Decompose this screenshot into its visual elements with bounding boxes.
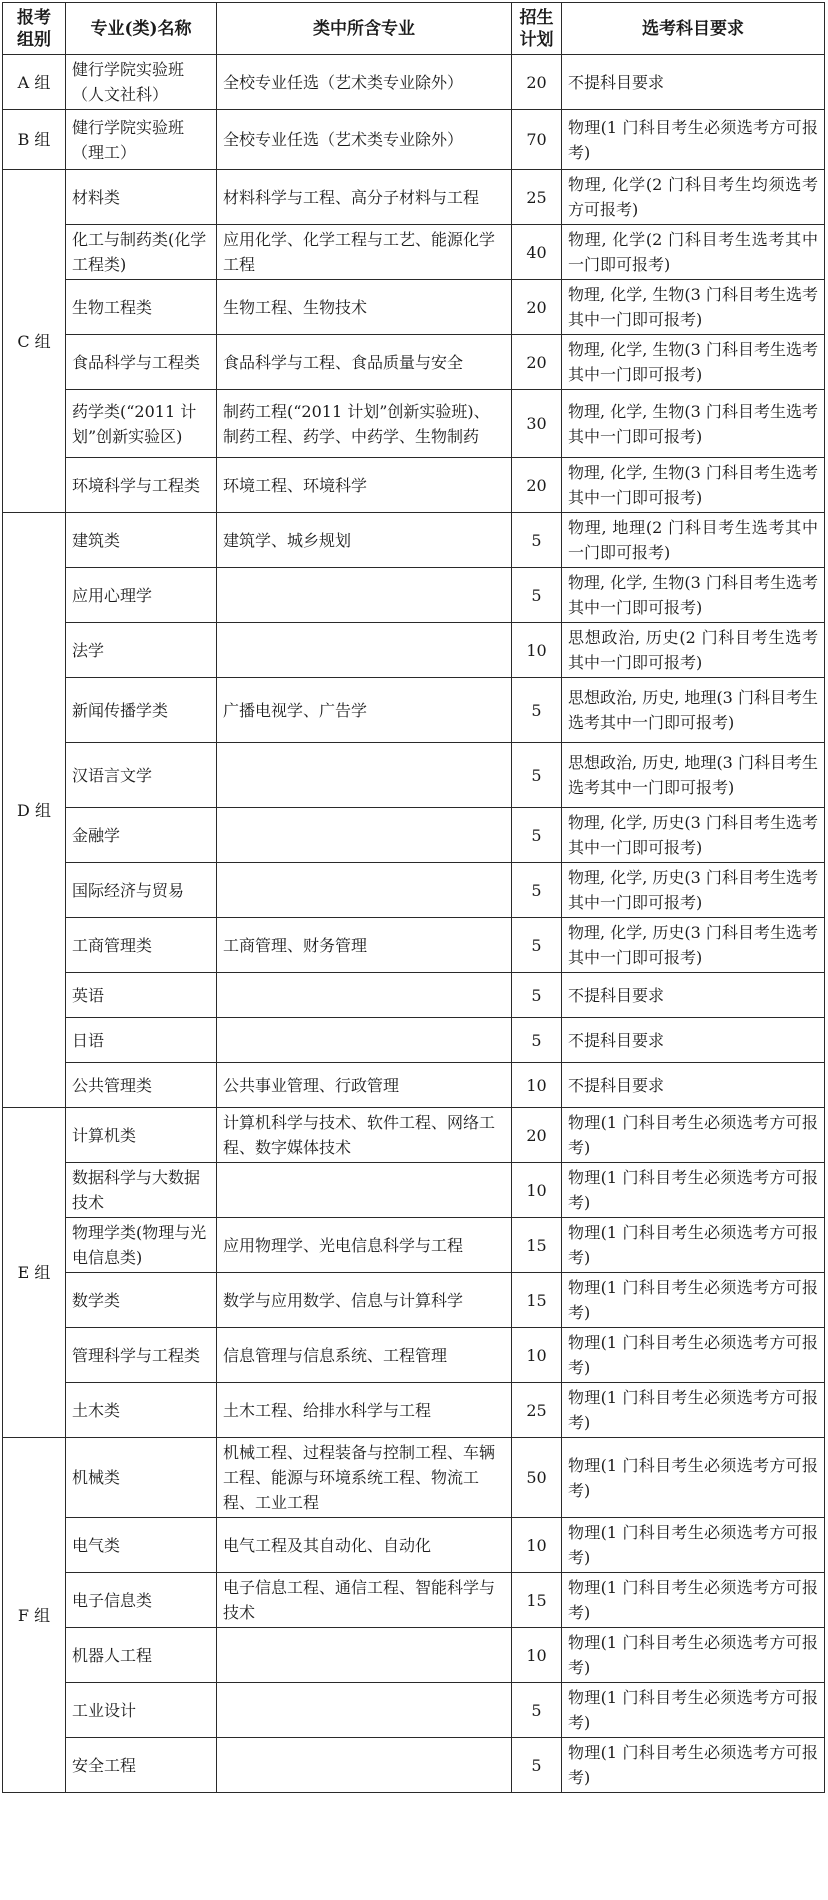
quota-cell: 5 <box>512 568 562 623</box>
table-row <box>3 1108 825 1163</box>
name-cell: 工业设计 <box>66 1683 217 1738</box>
table-row <box>3 568 825 623</box>
includes-cell <box>217 808 512 863</box>
table-row <box>3 743 825 808</box>
quota-cell: 15 <box>512 1218 562 1273</box>
req-cell: 思想政治, 历史(2 门科目考生选考其中一门即可报考) <box>562 623 825 678</box>
table-row <box>3 335 825 390</box>
req-cell: 物理(1 门科目考生必须选考方可报考) <box>562 1383 825 1438</box>
req-cell: 物理(1 门科目考生必须选考方可报考) <box>562 1683 825 1738</box>
req-cell: 物理, 化学, 生物(3 门科目考生选考其中一门即可报考) <box>562 390 825 458</box>
req-cell: 物理, 化学, 生物(3 门科目考生选考其中一门即可报考) <box>562 280 825 335</box>
includes-cell <box>217 1018 512 1063</box>
includes-cell: 广播电视学、广告学 <box>217 678 512 743</box>
quota-cell: 20 <box>512 55 562 110</box>
name-cell: 法学 <box>66 623 217 678</box>
table-row <box>3 225 825 280</box>
includes-cell: 全校专业任选（艺术类专业除外） <box>217 110 512 170</box>
group-cell: D 组 <box>3 513 66 1108</box>
includes-cell <box>217 1628 512 1683</box>
quota-cell: 20 <box>512 280 562 335</box>
quota-cell: 50 <box>512 1438 562 1518</box>
req-cell: 物理, 化学, 历史(3 门科目考生选考其中一门即可报考) <box>562 863 825 918</box>
includes-cell: 公共事业管理、行政管理 <box>217 1063 512 1108</box>
req-cell: 物理(1 门科目考生必须选考方可报考) <box>562 1108 825 1163</box>
quota-cell: 10 <box>512 623 562 678</box>
quota-cell: 5 <box>512 678 562 743</box>
name-cell: 电气类 <box>66 1518 217 1573</box>
table-row <box>3 1273 825 1328</box>
includes-cell: 工商管理、财务管理 <box>217 918 512 973</box>
name-cell: 工商管理类 <box>66 918 217 973</box>
quota-cell: 70 <box>512 110 562 170</box>
name-cell: 数学类 <box>66 1273 217 1328</box>
quota-cell: 10 <box>512 1063 562 1108</box>
req-cell: 物理, 化学, 生物(3 门科目考生选考其中一门即可报考) <box>562 568 825 623</box>
includes-cell <box>217 1163 512 1218</box>
req-cell: 物理, 化学, 生物(3 门科目考生选考其中一门即可报考) <box>562 335 825 390</box>
name-cell: 食品科学与工程类 <box>66 335 217 390</box>
group-cell: C 组 <box>3 170 66 513</box>
name-cell: 机械类 <box>66 1438 217 1518</box>
table-row <box>3 1628 825 1683</box>
quota-cell: 5 <box>512 1018 562 1063</box>
req-cell: 物理(1 门科目考生必须选考方可报考) <box>562 1628 825 1683</box>
name-cell: 材料类 <box>66 170 217 225</box>
name-cell: 公共管理类 <box>66 1063 217 1108</box>
includes-cell: 材料科学与工程、高分子材料与工程 <box>217 170 512 225</box>
quota-cell: 20 <box>512 458 562 513</box>
req-cell: 不提科目要求 <box>562 1018 825 1063</box>
includes-cell <box>217 568 512 623</box>
quota-cell: 5 <box>512 918 562 973</box>
includes-cell: 计算机科学与技术、软件工程、网络工程、数字媒体技术 <box>217 1108 512 1163</box>
name-cell: 物理学类(物理与光电信息类) <box>66 1218 217 1273</box>
quota-cell: 5 <box>512 1683 562 1738</box>
req-cell: 物理, 化学, 历史(3 门科目考生选考其中一门即可报考) <box>562 808 825 863</box>
table-row <box>3 1218 825 1273</box>
table-row <box>3 1438 825 1518</box>
name-cell: 健行学院实验班（人文社科） <box>66 55 217 110</box>
table-row <box>3 390 825 458</box>
req-cell: 思想政治, 历史, 地理(3 门科目考生选考其中一门即可报考) <box>562 678 825 743</box>
name-cell: 机器人工程 <box>66 1628 217 1683</box>
table-row <box>3 678 825 743</box>
includes-cell: 应用化学、化学工程与工艺、能源化学工程 <box>217 225 512 280</box>
req-cell: 不提科目要求 <box>562 55 825 110</box>
includes-cell: 机械工程、过程装备与控制工程、车辆工程、能源与环境系统工程、物流工程、工业工程 <box>217 1438 512 1518</box>
table-row <box>3 170 825 225</box>
quota-cell: 5 <box>512 513 562 568</box>
name-cell: 英语 <box>66 973 217 1018</box>
includes-cell: 建筑学、城乡规划 <box>217 513 512 568</box>
name-cell: 国际经济与贸易 <box>66 863 217 918</box>
quota-cell: 5 <box>512 1738 562 1793</box>
name-cell: 环境科学与工程类 <box>66 458 217 513</box>
includes-cell <box>217 863 512 918</box>
req-cell: 物理(1 门科目考生必须选考方可报考) <box>562 1328 825 1383</box>
table-row <box>3 1738 825 1793</box>
table-row <box>3 623 825 678</box>
req-cell: 物理, 地理(2 门科目考生选考其中一门即可报考) <box>562 513 825 568</box>
table-row <box>3 973 825 1018</box>
group-cell: A 组 <box>3 55 66 110</box>
includes-cell: 环境工程、环境科学 <box>217 458 512 513</box>
name-cell: 药学类(“2011 计划”创新实验区) <box>66 390 217 458</box>
includes-cell <box>217 1738 512 1793</box>
table-row <box>3 1383 825 1438</box>
includes-cell: 数学与应用数学、信息与计算科学 <box>217 1273 512 1328</box>
name-cell: 汉语言文学 <box>66 743 217 808</box>
quota-cell: 10 <box>512 1518 562 1573</box>
header-row <box>3 3 825 55</box>
table-row <box>3 110 825 170</box>
admission-table <box>2 2 825 1793</box>
table-body <box>3 55 825 1793</box>
name-cell: 计算机类 <box>66 1108 217 1163</box>
name-cell: 金融学 <box>66 808 217 863</box>
quota-cell: 5 <box>512 863 562 918</box>
table-row <box>3 918 825 973</box>
table-row <box>3 1018 825 1063</box>
name-cell: 化工与制药类(化学工程类) <box>66 225 217 280</box>
req-cell: 物理, 化学, 历史(3 门科目考生选考其中一门即可报考) <box>562 918 825 973</box>
table-row <box>3 55 825 110</box>
req-cell: 物理(1 门科目考生必须选考方可报考) <box>562 1273 825 1328</box>
includes-cell <box>217 743 512 808</box>
req-cell: 思想政治, 历史, 地理(3 门科目考生选考其中一门即可报考) <box>562 743 825 808</box>
table-row <box>3 1573 825 1628</box>
quota-cell: 5 <box>512 808 562 863</box>
table-row <box>3 1683 825 1738</box>
quota-cell: 40 <box>512 225 562 280</box>
quota-cell: 25 <box>512 170 562 225</box>
req-cell: 物理, 化学(2 门科目考生均须选考方可报考) <box>562 170 825 225</box>
quota-cell: 20 <box>512 335 562 390</box>
header-includes: 类中所含专业 <box>217 3 512 55</box>
group-cell: E 组 <box>3 1108 66 1438</box>
includes-cell <box>217 623 512 678</box>
name-cell: 建筑类 <box>66 513 217 568</box>
req-cell: 物理(1 门科目考生必须选考方可报考) <box>562 1573 825 1628</box>
includes-cell: 生物工程、生物技术 <box>217 280 512 335</box>
includes-cell: 土木工程、给排水科学与工程 <box>217 1383 512 1438</box>
quota-cell: 20 <box>512 1108 562 1163</box>
name-cell: 土木类 <box>66 1383 217 1438</box>
name-cell: 生物工程类 <box>66 280 217 335</box>
req-cell: 物理(1 门科目考生必须选考方可报考) <box>562 1163 825 1218</box>
req-cell: 物理(1 门科目考生必须选考方可报考) <box>562 1218 825 1273</box>
table-row <box>3 280 825 335</box>
req-cell: 物理(1 门科目考生必须选考方可报考) <box>562 1738 825 1793</box>
includes-cell <box>217 1683 512 1738</box>
table-row <box>3 1063 825 1108</box>
table-row <box>3 1163 825 1218</box>
req-cell: 不提科目要求 <box>562 1063 825 1108</box>
table-row <box>3 808 825 863</box>
header-group: 报考组别 <box>3 3 66 55</box>
header-req: 选考科目要求 <box>562 3 825 55</box>
table-row <box>3 1328 825 1383</box>
quota-cell: 30 <box>512 390 562 458</box>
quota-cell: 15 <box>512 1573 562 1628</box>
includes-cell: 应用物理学、光电信息科学与工程 <box>217 1218 512 1273</box>
name-cell: 健行学院实验班（理工） <box>66 110 217 170</box>
table-row <box>3 458 825 513</box>
header-name: 专业(类)名称 <box>66 3 217 55</box>
name-cell: 数据科学与大数据技术 <box>66 1163 217 1218</box>
table-row <box>3 513 825 568</box>
quota-cell: 25 <box>512 1383 562 1438</box>
group-cell: B 组 <box>3 110 66 170</box>
req-cell: 物理, 化学(2 门科目考生选考其中一门即可报考) <box>562 225 825 280</box>
includes-cell: 食品科学与工程、食品质量与安全 <box>217 335 512 390</box>
quota-cell: 10 <box>512 1328 562 1383</box>
name-cell: 电子信息类 <box>66 1573 217 1628</box>
includes-cell: 电子信息工程、通信工程、智能科学与技术 <box>217 1573 512 1628</box>
quota-cell: 10 <box>512 1628 562 1683</box>
req-cell: 不提科目要求 <box>562 973 825 1018</box>
table-row <box>3 1518 825 1573</box>
quota-cell: 10 <box>512 1163 562 1218</box>
req-cell: 物理(1 门科目考生必须选考方可报考) <box>562 110 825 170</box>
table-row <box>3 863 825 918</box>
req-cell: 物理, 化学, 生物(3 门科目考生选考其中一门即可报考) <box>562 458 825 513</box>
includes-cell: 全校专业任选（艺术类专业除外） <box>217 55 512 110</box>
name-cell: 安全工程 <box>66 1738 217 1793</box>
group-cell: F 组 <box>3 1438 66 1793</box>
includes-cell: 制药工程(“2011 计划”创新实验班)、制药工程、药学、中药学、生物制药 <box>217 390 512 458</box>
name-cell: 管理科学与工程类 <box>66 1328 217 1383</box>
quota-cell: 5 <box>512 973 562 1018</box>
quota-cell: 5 <box>512 743 562 808</box>
req-cell: 物理(1 门科目考生必须选考方可报考) <box>562 1438 825 1518</box>
includes-cell: 信息管理与信息系统、工程管理 <box>217 1328 512 1383</box>
req-cell: 物理(1 门科目考生必须选考方可报考) <box>562 1518 825 1573</box>
quota-cell: 15 <box>512 1273 562 1328</box>
includes-cell <box>217 973 512 1018</box>
name-cell: 日语 <box>66 1018 217 1063</box>
includes-cell: 电气工程及其自动化、自动化 <box>217 1518 512 1573</box>
name-cell: 新闻传播学类 <box>66 678 217 743</box>
name-cell: 应用心理学 <box>66 568 217 623</box>
header-quota: 招生计划 <box>512 3 562 55</box>
